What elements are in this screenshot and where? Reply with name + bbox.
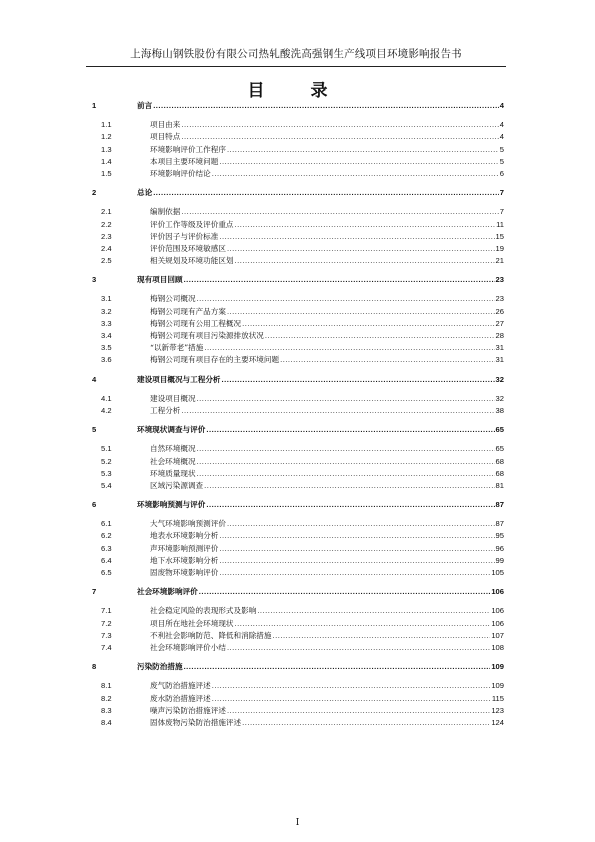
toc-number: 2.4: [101, 243, 112, 253]
toc-number: 8.4: [101, 717, 112, 727]
toc-title: 梅钢公司现有产品方案: [150, 306, 226, 316]
toc-title: 总论: [137, 188, 153, 198]
toc-number: 2: [92, 188, 97, 198]
dot-leader: [235, 618, 491, 630]
toc-title: 相关规划及环境功能区划: [150, 256, 234, 266]
dot-leader: [197, 443, 495, 455]
toc-page-number: 6: [499, 168, 504, 178]
toc-number: 2.5: [101, 256, 112, 266]
dot-leader: [181, 119, 498, 131]
dot-leader: [257, 605, 490, 617]
toc-title: 本项目主要环境问题: [150, 156, 219, 166]
dot-leader: [206, 424, 494, 436]
toc-section[interactable]: [0, 119, 595, 131]
toc-page-number: 109: [491, 662, 504, 672]
dot-leader: [197, 456, 495, 468]
dot-leader: [219, 231, 494, 243]
toc-page-number: 15: [495, 231, 504, 241]
dot-leader: [181, 405, 494, 417]
toc-title: 梅钢公司现有项目存在的主要环境问题: [150, 355, 280, 365]
toc-title: 社会环境概况: [150, 456, 196, 466]
toc-title: 噪声污染防治措施评述: [150, 705, 226, 715]
toc-number: 6.3: [101, 543, 112, 553]
toc-page-number: 31: [495, 355, 504, 365]
toc-number: 5.3: [101, 468, 112, 478]
toc-section[interactable]: [0, 231, 595, 243]
dot-leader: [227, 306, 495, 318]
toc-section[interactable]: [0, 717, 595, 729]
toc-page-number: 123: [491, 705, 504, 715]
toc-page-number: 31: [495, 343, 504, 353]
toc-section[interactable]: [0, 543, 595, 555]
toc-page-number: 11: [496, 219, 504, 229]
toc-section[interactable]: [0, 393, 595, 405]
toc-number: 8.2: [101, 693, 112, 703]
toc-number: 6.4: [101, 555, 112, 565]
toc-number: 1: [92, 101, 97, 110]
toc-section[interactable]: [0, 219, 595, 231]
dot-leader: [222, 374, 495, 386]
toc-number: 3.2: [101, 306, 112, 316]
dot-leader: [181, 131, 498, 143]
table-of-contents: [0, 100, 595, 729]
toc-number: 1.1: [101, 120, 112, 130]
toc-title: 固体废物污染防治措施评述: [150, 717, 242, 727]
toc-page-number: 96: [495, 543, 504, 553]
toc-page-number: 99: [495, 555, 504, 565]
dot-leader: [227, 243, 495, 255]
toc-title: 建设项目概况与工程分析: [137, 374, 221, 384]
toc-number: 3.1: [101, 294, 112, 304]
toc-number: 4.2: [101, 405, 112, 415]
toc-chapter[interactable]: [0, 274, 595, 286]
toc-chapter[interactable]: [0, 100, 595, 112]
dot-leader: [204, 480, 494, 492]
toc-number: 7.4: [101, 642, 112, 652]
toc-page-number: 5: [499, 144, 504, 154]
toc-page-number: 32: [495, 393, 504, 403]
toc-title: 区域污染源调查: [150, 480, 204, 490]
toc-title: 前言: [137, 101, 153, 110]
toc-title: 社会环境影响评价: [137, 587, 198, 597]
toc-page-number: 87: [495, 519, 504, 529]
dot-leader: [219, 567, 490, 579]
toc-title: 污染防治措施: [137, 662, 183, 672]
dot-leader: [242, 717, 490, 729]
dot-leader: [212, 693, 491, 705]
dot-leader: [204, 342, 494, 354]
toc-title: 环境影响评价结论: [150, 168, 211, 178]
toc-number: 3.4: [101, 331, 112, 340]
toc-title: 工程分析: [150, 405, 181, 415]
toc-section[interactable]: [0, 680, 595, 692]
toc-number: 2.3: [101, 231, 112, 241]
toc-title: 地表水环境影响分析: [150, 531, 219, 541]
toc-number: 1.2: [101, 132, 112, 142]
toc-section[interactable]: [0, 131, 595, 143]
toc-chapter[interactable]: [0, 586, 595, 598]
toc-page-number: 106: [491, 587, 504, 597]
toc-title: 废气防治措施评述: [150, 681, 211, 691]
toc-section[interactable]: [0, 705, 595, 717]
dot-leader: [184, 661, 491, 673]
toc-chapter[interactable]: [0, 187, 595, 199]
toc-page-number: 5: [499, 156, 504, 166]
dot-leader: [227, 642, 490, 654]
toc-title: 地下水环境影响分析: [150, 555, 219, 565]
dot-leader: [197, 468, 495, 480]
toc-title: 项目特点: [150, 132, 181, 142]
page-number: I: [295, 818, 300, 828]
toc-section[interactable]: [0, 243, 595, 255]
dot-leader: [219, 543, 494, 555]
dot-leader: [219, 156, 498, 168]
toc-number: 5.4: [101, 480, 112, 490]
toc-page-number: 95: [495, 531, 504, 541]
toc-title: 大气环境影响预测评价: [150, 519, 226, 529]
dot-leader: [212, 168, 499, 180]
dot-leader: [265, 330, 495, 342]
toc-title: 梅钢公司现有公用工程概况: [150, 318, 242, 328]
toc-number: 4.1: [101, 393, 112, 403]
toc-title: 梅钢公司概况: [150, 294, 196, 304]
toc-page-number: 115: [491, 693, 504, 703]
toc-page-number: 87: [495, 500, 504, 510]
toc-section[interactable]: [0, 642, 595, 654]
toc-section[interactable]: [0, 293, 595, 305]
toc-number: 1.5: [101, 168, 112, 178]
toc-section[interactable]: [0, 168, 595, 180]
toc-number: 6.1: [101, 519, 112, 529]
toc-title: 现有项目回顾: [137, 275, 183, 285]
toc-section[interactable]: [0, 555, 595, 567]
toc-title: 环境质量现状: [150, 468, 196, 478]
toc-title: 废水防治措施评述: [150, 693, 211, 703]
running-header: 上海梅山钢铁股份有限公司热轧酸洗高强钢生产线项目环境影响报告书: [86, 46, 506, 67]
toc-title: 编制依据: [150, 207, 181, 217]
toc-number: 3: [92, 275, 97, 285]
toc-number: 3.5: [101, 343, 112, 353]
toc-page-number: 23: [495, 275, 504, 285]
toc-section[interactable]: [0, 530, 595, 542]
dot-leader: [219, 530, 494, 542]
toc-page-number: 106: [491, 618, 504, 628]
toc-number: 8: [92, 662, 97, 672]
toc-title: 评价因子与评价标准: [150, 231, 219, 241]
dot-leader: [181, 206, 498, 218]
toc-title: 社会稳定风险的表现形式及影响: [150, 606, 257, 616]
dot-leader: [153, 100, 499, 112]
toc-page-number: 27: [495, 318, 504, 328]
toc-title: 评价工作等级及评价重点: [150, 219, 234, 229]
toc-chapter[interactable]: [0, 424, 595, 436]
toc-number: 3.3: [101, 318, 112, 328]
toc-number: 5: [92, 425, 97, 435]
toc-page-number: 124: [491, 717, 504, 727]
toc-number: 5.1: [101, 444, 112, 454]
toc-title: 不利社会影响防范、降低和消除措施: [150, 630, 272, 640]
toc-number: 8.3: [101, 705, 112, 715]
toc-page-number: 81: [495, 480, 504, 490]
toc-page-number: 65: [495, 444, 504, 454]
toc-section[interactable]: [0, 255, 595, 267]
toc-section[interactable]: [0, 518, 595, 530]
toc-title: 建设项目概况: [150, 393, 196, 403]
toc-section[interactable]: [0, 318, 595, 330]
toc-section[interactable]: [0, 342, 595, 354]
toc-page-number: 28: [495, 331, 504, 340]
toc-section[interactable]: [0, 480, 595, 492]
toc-number: 1.3: [101, 144, 112, 154]
toc-title: 社会环境影响评价小结: [150, 642, 226, 652]
toc-section[interactable]: [0, 330, 595, 342]
toc-section[interactable]: [0, 405, 595, 417]
dot-leader: [184, 274, 495, 286]
dot-leader: [242, 318, 494, 330]
toc-section[interactable]: [0, 468, 595, 480]
toc-section[interactable]: [0, 630, 595, 642]
toc-section[interactable]: [0, 456, 595, 468]
toc-section[interactable]: [0, 306, 595, 318]
dot-leader: [235, 219, 496, 231]
toc-title: 项目由来: [150, 120, 181, 130]
toc-page-number: 23: [495, 294, 504, 304]
page-title: 目 录: [247, 81, 348, 101]
toc-number: 8.1: [101, 681, 112, 691]
toc-title: 声环境影响预测评价: [150, 543, 219, 553]
toc-title: 自然环境概况: [150, 444, 196, 454]
toc-section[interactable]: [0, 144, 595, 156]
toc-section[interactable]: [0, 206, 595, 218]
toc-title: 固废物环境影响评价: [150, 568, 219, 577]
toc-page-number: 65: [495, 425, 504, 435]
toc-number: 4: [92, 374, 97, 384]
dot-leader: [197, 393, 495, 405]
toc-section[interactable]: [0, 605, 595, 617]
toc-chapter[interactable]: [0, 374, 595, 386]
toc-page-number: 68: [495, 456, 504, 466]
dot-leader: [227, 705, 490, 717]
toc-number: 2.1: [101, 207, 112, 217]
toc-title: “以新带老”措施: [150, 343, 204, 353]
toc-page-number: 19: [495, 243, 504, 253]
toc-page-number: 4: [499, 120, 504, 130]
toc-number: 5.2: [101, 456, 112, 466]
toc-page-number: 107: [491, 630, 504, 640]
toc-page-number: 68: [495, 468, 504, 478]
dot-leader: [273, 630, 491, 642]
dot-leader: [197, 293, 495, 305]
toc-section[interactable]: [0, 443, 595, 455]
toc-page-number: 105: [491, 568, 504, 577]
dot-leader: [227, 144, 499, 156]
toc-title: 环境影响预测与评价: [137, 500, 206, 510]
toc-page-number: 21: [495, 256, 504, 266]
toc-chapter[interactable]: [0, 499, 595, 511]
toc-page-number: 108: [491, 642, 504, 652]
toc-page-number: 38: [495, 405, 504, 415]
toc-number: 2.2: [101, 219, 112, 229]
toc-page-number: 4: [499, 101, 504, 110]
toc-number: 7.2: [101, 618, 112, 628]
toc-section[interactable]: [0, 156, 595, 168]
toc-page-number: 26: [495, 306, 504, 316]
toc-page-number: 106: [491, 606, 504, 616]
toc-section[interactable]: [0, 693, 595, 705]
toc-section[interactable]: [0, 618, 595, 630]
dot-leader: [235, 255, 495, 267]
dot-leader: [219, 555, 494, 567]
toc-title: 梅钢公司现有项目污染源排放状况: [150, 331, 264, 340]
toc-number: 6.5: [101, 568, 112, 577]
dot-leader: [280, 354, 494, 366]
toc-page-number: 109: [491, 681, 504, 691]
toc-title: 环境现状调查与评价: [137, 425, 206, 435]
toc-number: 1.4: [101, 156, 112, 166]
dot-leader: [153, 187, 499, 199]
toc-number: 7.3: [101, 630, 112, 640]
toc-page-number: 7: [499, 207, 504, 217]
toc-section[interactable]: [0, 567, 595, 579]
toc-number: 3.6: [101, 355, 112, 365]
dot-leader: [227, 518, 495, 530]
toc-page-number: 4: [499, 132, 504, 142]
toc-number: 6: [92, 500, 97, 510]
dot-leader: [206, 499, 494, 511]
toc-page-number: 32: [495, 374, 504, 384]
toc-number: 7.1: [101, 606, 112, 616]
toc-number: 6.2: [101, 531, 112, 541]
dot-leader: [212, 680, 491, 692]
toc-section[interactable]: [0, 354, 595, 366]
toc-title: 评价范围及环境敏感区: [150, 243, 226, 253]
toc-title: 环境影响评价工作程序: [150, 144, 226, 154]
dot-leader: [199, 586, 491, 598]
toc-title: 项目所在地社会环境现状: [150, 618, 234, 628]
toc-chapter[interactable]: [0, 661, 595, 673]
toc-number: 7: [92, 587, 97, 597]
toc-page-number: 7: [499, 188, 504, 198]
